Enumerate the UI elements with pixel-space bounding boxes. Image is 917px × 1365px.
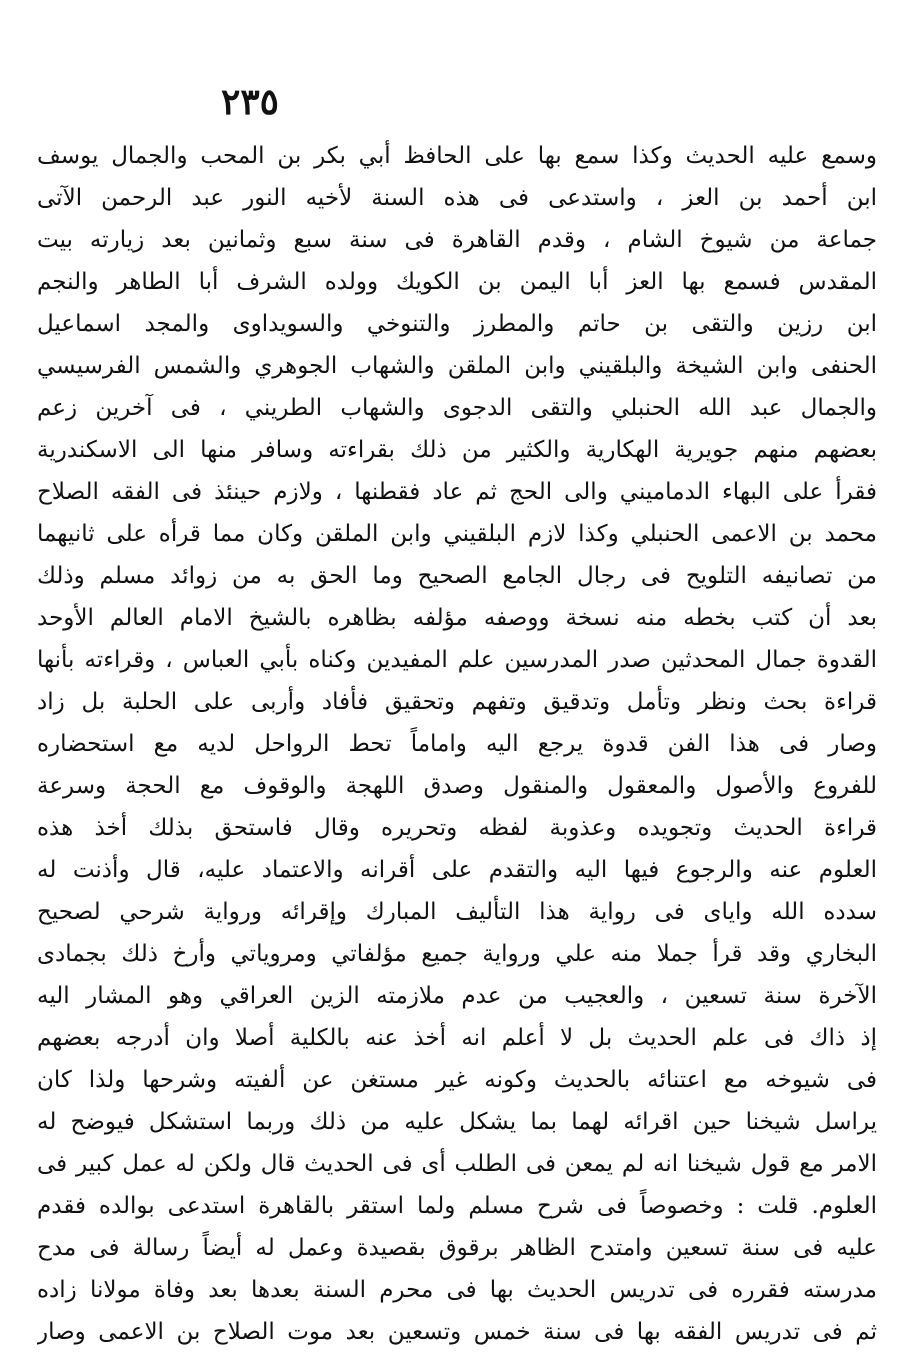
text-line: العلوم عنه والرجوع فيها اليه والتقدم على أقرانه والاعتماد عليه، قال وأذنت له bbox=[37, 857, 877, 883]
text-line: العلوم. قلت : وخصوصاً فى شرح مسلم ولما استقر بالقاهرة استدعى بوالده فقدم bbox=[37, 1193, 877, 1219]
text-line: جماعة من شيوخ الشام ، وقدم القاهرة فى سنة سبع وثمانين بعد زيارته بيت bbox=[37, 227, 877, 253]
text-line: يراسل شيخنا حين اقرائه لهما بما يشكل عليه من ذلك وربما استشكل فيوضح له bbox=[37, 1109, 877, 1135]
text-line: مدرسته فقرره فى تدريس الحديث بها فى محرم السنة بعدها بعد وفاة مولانا زاده bbox=[37, 1277, 877, 1303]
text-line: بعضهم منهم جويرية الهكارية والكثير من ذلك بقراءته وسافر منها الى الاسكندرية bbox=[37, 437, 877, 463]
text-line: قراءة الحديث وتجويده وعذوبة لفظه وتحريره وقال فاستحق بذلك أخذ هذه bbox=[37, 815, 877, 841]
text-line: الامر مع قول شيخنا انه لم يمعن فى الطلب أى فى الحديث قال ولكن له عمل كبير فى bbox=[37, 1151, 877, 1177]
text-line: القدوة جمال المحدثين صدر المدرسين علم المفيدين وكناه بأبي العباس ، وقراءته بأنها bbox=[37, 647, 877, 673]
text-line: من تصانيفه التلويح فى رجال الجامع الصحيح وما الحق به من زوائد مسلم وذلك bbox=[37, 563, 877, 589]
text-line: سدده الله واياى فى رواية هذا التأليف المبارك وإقرائه ورواية شرحي لصحيح bbox=[37, 899, 877, 925]
text-line: البخاري وقد قرأ جملا منه علي ورواية جميع مؤلفاتي ومروياتي وأرخ ذلك بجمادى bbox=[37, 941, 877, 967]
text-line: وسمع عليه الحديث وكذا سمع بها على الحافظ أبي بكر بن المحب والجمال يوسف bbox=[37, 143, 877, 169]
text-line: الآخرة سنة تسعين ، والعجيب من عدم ملازمته الزين العراقي وهو المشار اليه bbox=[37, 983, 877, 1009]
text-line: ثم فى تدريس الفقه بها فى سنة خمس وتسعين بعد موت الصلاح بن الاعمى وصار bbox=[37, 1319, 877, 1345]
text-line: محمد بن الاعمى الحنبلي وكذا لازم البلقيني وابن الملقن وكان مما قرأه على ثانيهما bbox=[37, 521, 877, 547]
text-line: الحنفى وابن الشيخة والبلقيني وابن الملقن والشهاب الجوهري والشمس الفرسيسي bbox=[37, 353, 877, 379]
text-line: عليه فى سنة تسعين وامتدح الظاهر برقوق بقصيدة وعمل له أيضاً رسالة فى مدح bbox=[37, 1235, 877, 1261]
text-line: للفروع والأصول والمعقول والمنقول وصدق اللهجة والوقوف مع الحجة وسرعة bbox=[37, 773, 877, 799]
text-line: قراءة بحث ونظر وتأمل وتدقيق وتفهم وتحقيق فأفاد وأربى على الحلبة بل زاد bbox=[37, 689, 877, 715]
text-line: ابن أحمد بن العز ، واستدعى فى هذه السنة لأخيه النور عبد الرحمن الآتى bbox=[37, 185, 877, 211]
text-line: فى شيوخه مع اعتنائه بالحديث وكونه غير مستغن عن ألفيته وشرحها ولذا كان bbox=[37, 1067, 877, 1093]
text-line: ابن رزين والتقى بن حاتم والمطرز والتنوخي والسويداوى والمجد اسماعيل bbox=[37, 311, 877, 337]
text-line: فقرأ على البهاء الدماميني والى الحج ثم عاد فقطنها ، ولازم حينئذ فى الفقه الصلاح bbox=[37, 479, 877, 505]
text-line: وصار فى هذا الفن قدوة يرجع اليه واماماً تحط الرواحل لديه مع استحضاره bbox=[37, 731, 877, 757]
text-line: المقدس فسمع بها العز أبا اليمن بن الكويك وولده الشرف أبا الطاهر والنجم bbox=[37, 269, 877, 295]
text-line: بعد أن كتب بخطه منه نسخة ووصفه مؤلفه بظاهره بالشيخ الامام العالم الأوحد bbox=[37, 605, 877, 631]
text-line: والجمال عبد الله الحنبلي والتقى الدجوى والشهاب الطريني ، فى آخرين زعم bbox=[37, 395, 877, 421]
page-number: ٢٣٥ bbox=[220, 81, 279, 123]
text-line: إذ ذاك فى علم الحديث بل لا أعلم انه أخذ عنه بالكلية أصلا وان أدرجه بعضهم bbox=[37, 1025, 877, 1051]
